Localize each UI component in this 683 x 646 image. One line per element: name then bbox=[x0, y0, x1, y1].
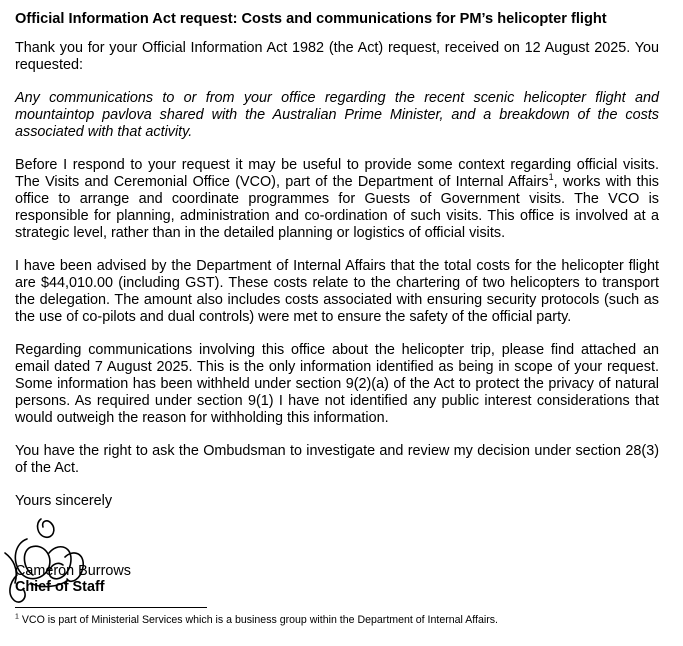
footnote-marker: 1 bbox=[15, 613, 19, 621]
signer-name: Cameron Burrows bbox=[15, 563, 131, 579]
communications-paragraph: Regarding communications involving this office about the helicopter trip, please find attached an email dated 7 August 2025. This is the only information identified as being in scope of your request. Some information has been withheld under section 9(2)(a) of the Act to protect the privacy of natural persons. As required under section 9(1) I have not identified any public interest considerations that would outweigh the reason for withholding this information. bbox=[15, 342, 659, 426]
context-text-part1: Before I respond to your request it may be useful to provide some context regarding official visits. The Visits and Ceremonial Office (VCO), part of the Department of Internal Affairs bbox=[15, 157, 659, 190]
footnote-text: VCO is part of Ministerial Services which is a business group within the Department of Internal Affairs. bbox=[21, 614, 499, 626]
letter-title: Official Information Act request: Costs and communications for PM’s helicopter flight bbox=[15, 11, 607, 27]
footnote-divider bbox=[15, 607, 207, 608]
footnote-reference: 1 bbox=[548, 172, 554, 183]
footnote bbox=[15, 614, 498, 627]
letter-page bbox=[15, 11, 659, 626]
ombudsman-paragraph: You have the right to ask the Ombudsman to investigate and review my decision under section 28(3) of the Act. bbox=[15, 443, 659, 476]
intro-paragraph: Thank you for your Official Information Act 1982 (the Act) request, received on 12 August 2025. You requested: bbox=[15, 40, 659, 73]
closing-salutation: Yours sincerely bbox=[15, 493, 113, 509]
context-paragraph bbox=[15, 157, 659, 242]
costs-paragraph: I have been advised by the Department of Internal Affairs that the total costs for the helicopter flight are $44,010.00 (including GST). These costs relate to the chartering of two helicopters to transport the delegation. The amount also includes costs associated with ensuring security protocols (such as the use of co-pilots and dual controls) were met to ensure the safety of the official party. bbox=[15, 258, 659, 325]
quoted-request: Any communications to or from your office regarding the recent scenic helicopter flight and mountaintop pavlova shared with the Australian Prime Minister, and a breakdown of the costs associated with that activity. bbox=[15, 90, 659, 140]
signer-title: Chief of Staff bbox=[15, 579, 105, 595]
context-text-part2: , works with this office to arrange and coordinate programmes for Guests of Government visits. The VCO is responsible for planning, administration and co-ordination of such visits. This office is involved at a strategic level, rather than in the detailed planning or logistics of official visits. bbox=[15, 174, 659, 241]
